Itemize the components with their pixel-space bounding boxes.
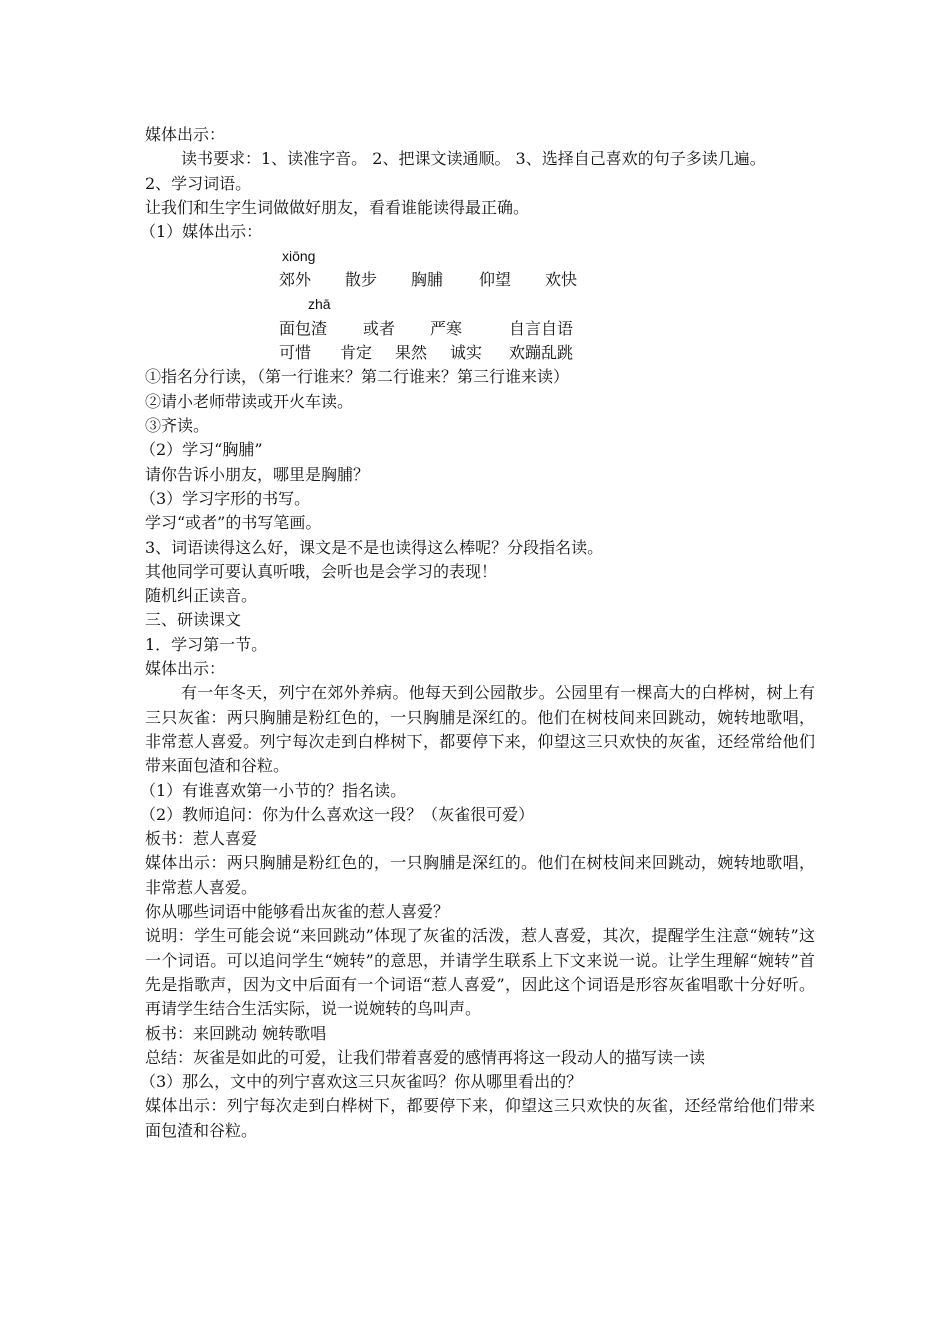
document-page xyxy=(140,123,815,1143)
vocab-word: 郊外 xyxy=(279,270,312,290)
sub-heading: （1）有谁喜欢第一小节的？指名读。 xyxy=(140,780,407,800)
instruction-line: ①指名分行读，（第一行谁来？第二行谁来？第三行谁来读） xyxy=(145,367,570,387)
section-heading: 3、词语读得这么好，课文是不是也读得这么棒呢？分段指名读。 xyxy=(145,537,604,557)
vocab-word: 或者 xyxy=(363,319,396,339)
paragraph: 让我们和生字生词做做好朋友，看看谁能读得最正确。 xyxy=(145,197,530,217)
reading-requirements: 读书要求：1、读准字音。 2、把课文读通顺。 3、选择自己喜欢的句子多读几遍。 xyxy=(181,149,766,169)
paragraph: 请你告诉小朋友，哪里是胸脯？ xyxy=(145,464,370,484)
vocab-word: 诚实 xyxy=(450,343,483,363)
sub-heading: （3）那么，文中的列宁喜欢这三只灰雀吗？你从哪里看出的？ xyxy=(140,1072,583,1092)
sub-heading: （2）教师追问：你为什么喜欢这一段？（灰雀很可爱） xyxy=(140,804,535,824)
sub-heading: （3）学习字形的书写。 xyxy=(140,488,311,508)
media-heading: 媒体出示： xyxy=(145,125,226,144)
vocab-word: 面包渣 xyxy=(279,319,328,339)
vocab-word: 可惜 xyxy=(279,343,312,363)
media-passage: 媒体出示：列宁每次走到白桦树下，都要停下来，仰望这三只欢快的灰雀，还经常给他们带来面包渣和谷粒。 xyxy=(145,1096,815,1140)
vocab-word: 胸脯 xyxy=(411,270,444,290)
section-heading: 2、学习词语。 xyxy=(145,173,252,193)
summary: 总结：灰雀是如此的可爱，让我们带着喜爱的感情再将这一段动人的描写读一读 xyxy=(145,1047,706,1067)
question: 你从哪些词语中能够看出灰雀的惹人喜爱？ xyxy=(145,902,450,922)
vocab-word: 欢蹦乱跳 xyxy=(509,343,574,363)
vocab-word: 果然 xyxy=(395,343,428,363)
vocab-word: 仰望 xyxy=(479,270,512,290)
media-heading: 媒体出示： xyxy=(145,659,226,679)
explanation: 说明：学生可能会说“来回跳动”体现了灰雀的活泼，惹人喜爱，其次，提醒学生注意“婉转”这一个词语。可以追问学生“婉转”的意思，并请学生联系上下文来说一说。让学生理解“婉转”首先是指歌声，因为文中后面有一个词语“惹人喜爱”，因此这个词语是形容灰雀唱歌十分好听。再请学生结合生活实际，说一说婉转的鸟叫声。 xyxy=(145,926,815,1019)
pinyin-annotation: zhā xyxy=(308,296,331,313)
paragraph: 其他同学可要认真听哦，会听也是会学习的表现！ xyxy=(145,561,498,581)
media-passage: 媒体出示：两只胸脯是粉红色的，一只胸脯是深红的。他们在树枝间来回跳动，婉转地歌唱， 非常惹人喜爱。 xyxy=(145,853,815,897)
vocab-word: 严寒 xyxy=(430,319,463,339)
section-heading: 1．学习第一节。 xyxy=(145,634,268,654)
instruction-line: ③齐读。 xyxy=(145,416,210,436)
pinyin-annotation: xiōng xyxy=(282,248,316,265)
story-passage: 有一年冬天，列宁在郊外养病。他每天到公园散步。公园里有一棵高大的白桦树，树上有三只灰雀：两只胸脯是粉红色的，一只胸脯是深红的。他们在树枝间来回跳动，婉转地歌唱，非常惹人喜爱。列宁每次走到白桦树下，都要停下来，仰望这三只欢快的灰雀，还经常给他们带来面包渣和谷粒。 xyxy=(145,683,815,776)
sub-heading: （2）学习“胸脯” xyxy=(140,440,263,460)
vocabulary-table xyxy=(145,244,815,365)
board-note: 板书：来回跳动 婉转歌唱 xyxy=(145,1023,327,1043)
paragraph: 学习“或者”的书写笔画。 xyxy=(145,513,322,533)
instruction-line: ②请小老师带读或开火车读。 xyxy=(145,391,354,411)
vocab-word: 欢快 xyxy=(545,270,578,290)
sub-heading: （1）媒体出示： xyxy=(140,222,263,242)
board-note: 板书：惹人喜爱 xyxy=(145,829,258,849)
paragraph: 随机纠正读音。 xyxy=(145,586,258,606)
vocab-word: 自言自语 xyxy=(509,319,574,339)
vocab-word: 肯定 xyxy=(340,343,373,363)
section-heading: 三、研读课文 xyxy=(145,610,242,630)
vocab-word: 散步 xyxy=(345,270,378,290)
